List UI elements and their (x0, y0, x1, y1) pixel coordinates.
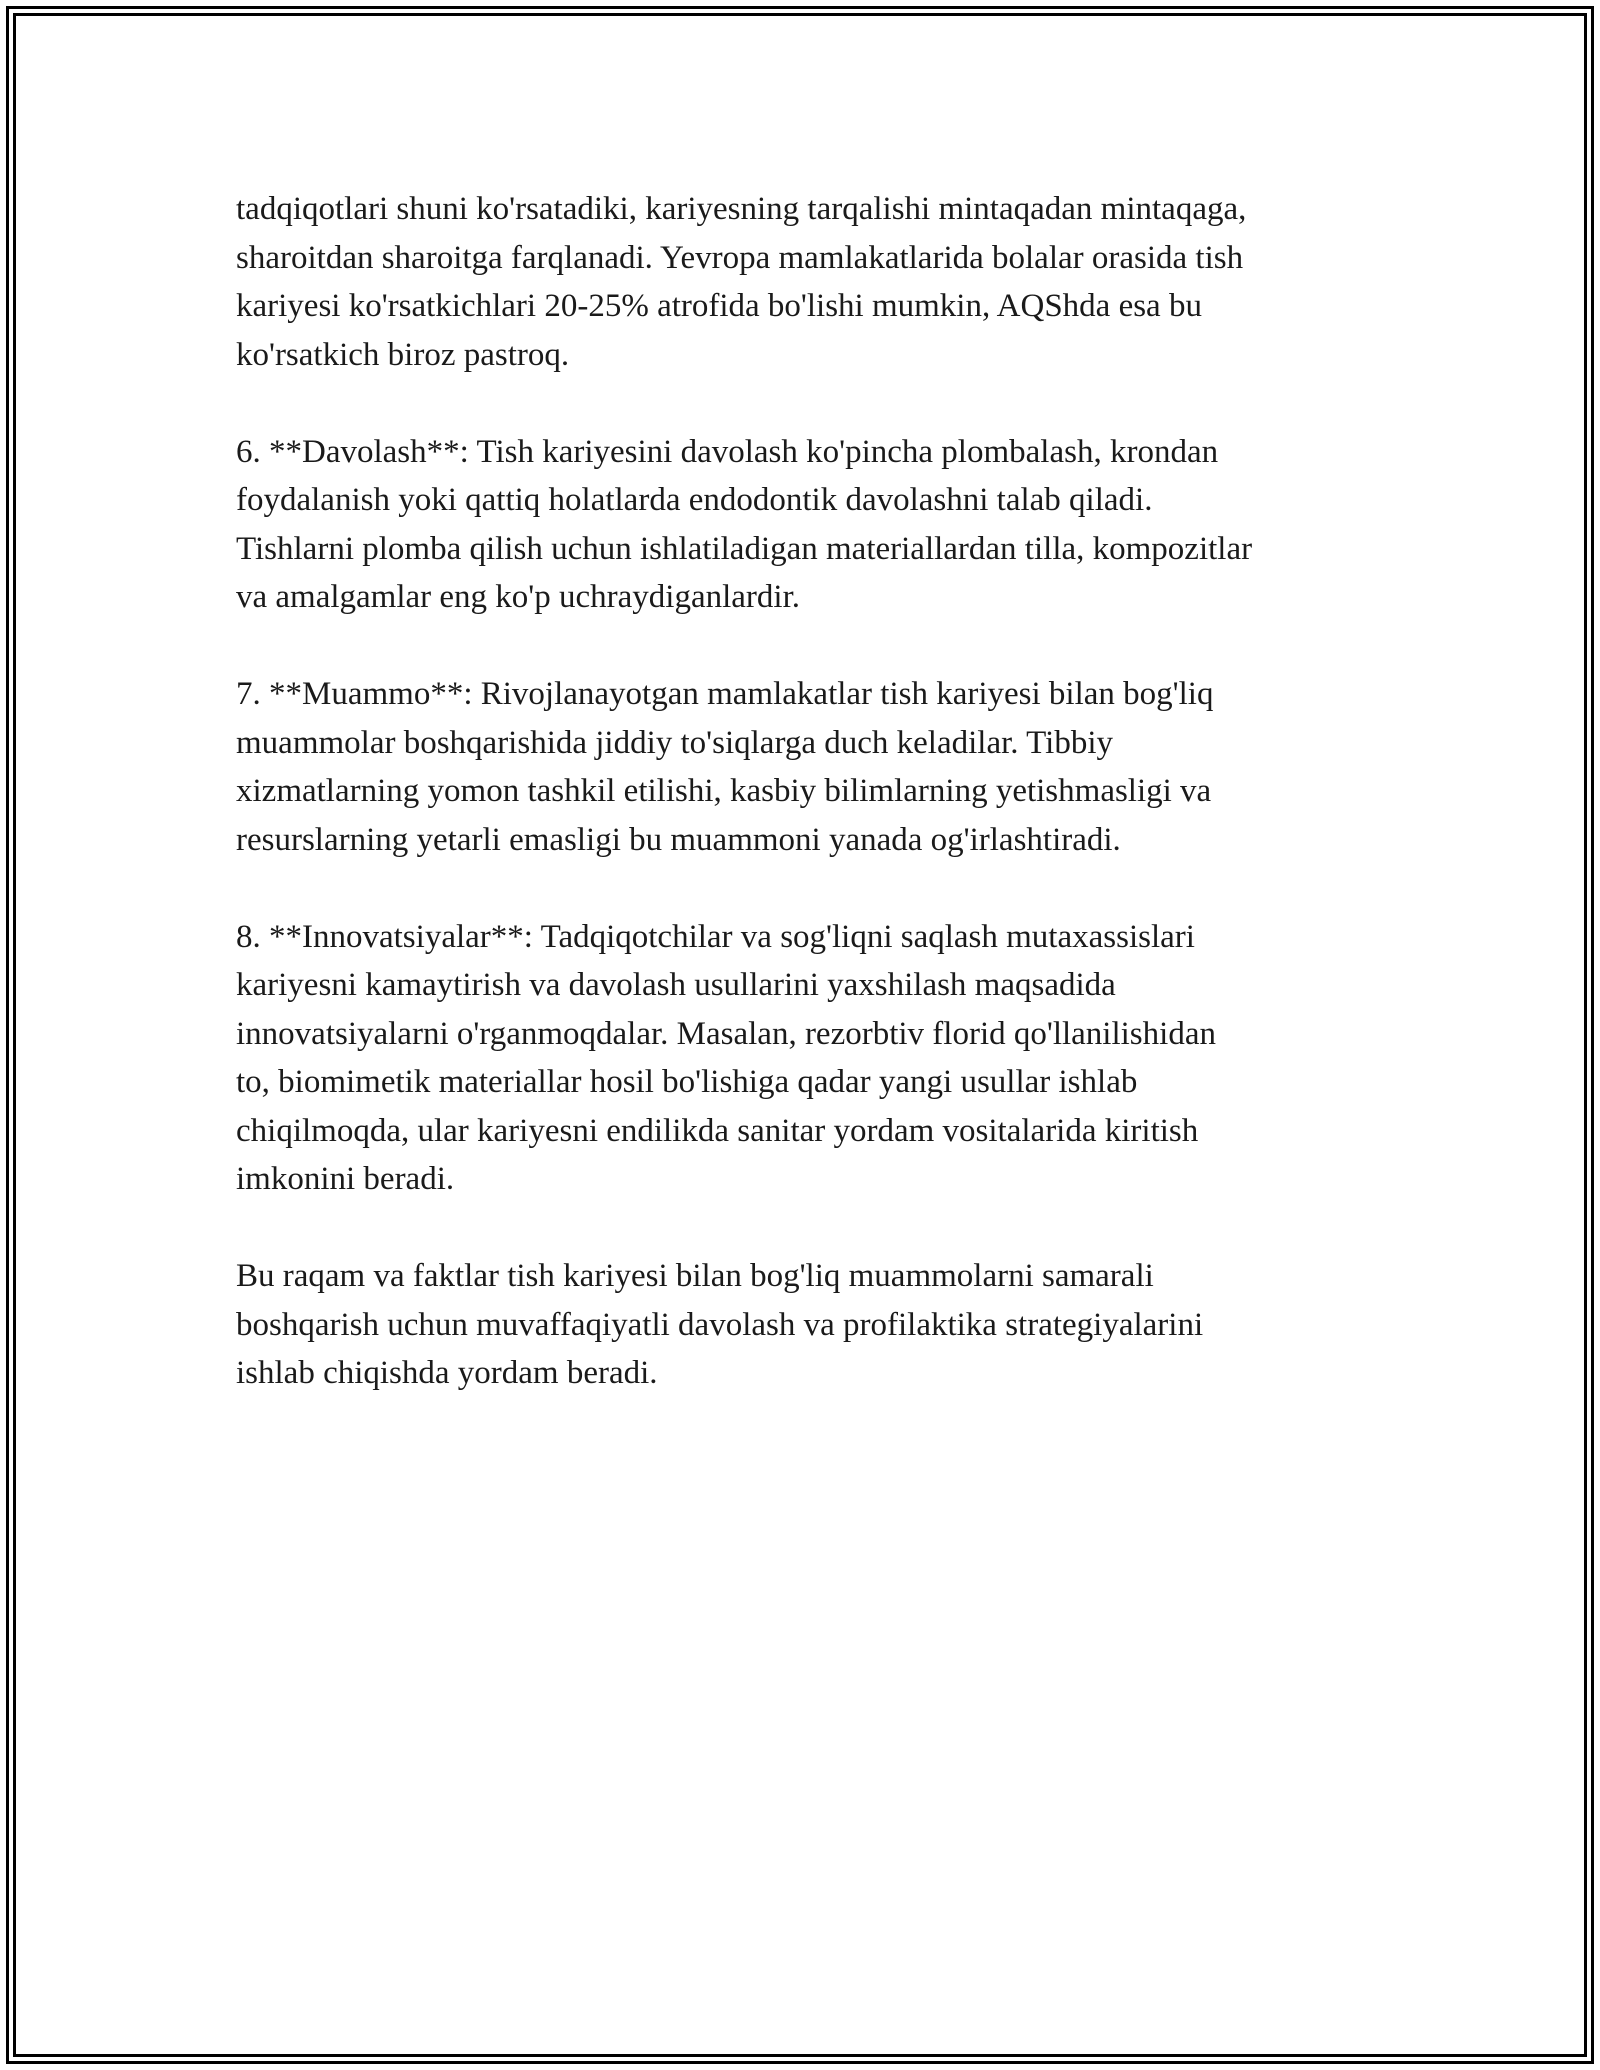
text-line: innovatsiyalarni o'rganmoqdalar. Masalan, rezorbtiv florid qo'llanilishidan (236, 1015, 1216, 1052)
text-line: Bu raqam va faktlar tish kariyesi bilan bog'liq muammolarni samarali (236, 1258, 1154, 1294)
text-line: resurslarning yetarli emasligi bu muammoni yanada og'irlashtiradi. (236, 821, 1121, 858)
text-line: sharoitdan sharoitga farqlanadi. Yevropa mamlakatlarida bolalar orasida tish (236, 239, 1244, 276)
text-line: boshqarish uchun muvaffaqiyatli davolash va profilaktika strategiyalarini (236, 1306, 1204, 1343)
text-line: foydalanish yoki qattiq holatlarda endodontik davolashni talab qiladi. (236, 482, 1153, 518)
paragraph-problem (236, 670, 1396, 864)
text-line: xizmatlarning yomon tashkil etilishi, kasbiy bilimlarning yetishmasligi va (236, 773, 1212, 809)
text-line: 7. **Muammo**: Rivojlanayotgan mamlakatlar tish kariyesi bilan bog'liq (236, 676, 1214, 712)
text-line: va amalgamlar eng ko'p uchraydiganlardir. (236, 579, 800, 615)
text-line: chiqilmoqda, ular kariyesni endilikda sanitar yordam vositalarida kiritish (236, 1112, 1199, 1149)
paragraph-prevalence (236, 185, 1396, 379)
text-line: 6. **Davolash**: Tish kariyesini davolash ko'pincha plombalash, krondan (236, 433, 1219, 470)
text-line: muammolar boshqarishida jiddiy to'siqlarga duch keladilar. Tibbiy (236, 724, 1113, 761)
text-line: 8. **Innovatsiyalar**: Tadqiqotchilar va sog'liqni saqlash mutaxassislari (236, 918, 1195, 955)
paragraph-innovations (236, 913, 1396, 1204)
text-line: ko'rsatkich biroz pastroq. (236, 336, 570, 373)
text-line: tadqiqotlari shuni ko'rsatadiki, kariyesning tarqalishi mintaqadan mintaqaga, (236, 191, 1247, 227)
text-line: kariyesi ko'rsatkichlari 20-25% atrofida bo'lishi mumkin, AQShda esa bu (236, 288, 1202, 324)
paragraph-conclusion (236, 1252, 1396, 1398)
text-line: to, biomimetik materiallar hosil bo'lishiga qadar yangi usullar ishlab (236, 1064, 1138, 1100)
text-line: imkonini beradi. (236, 1161, 455, 1197)
text-line: kariyesni kamaytirish va davolash usullarini yaxshilash maqsadida (236, 967, 1116, 1003)
text-line: Tishlarni plomba qilish uchun ishlatiladigan materiallardan tilla, kompozitlar (236, 530, 1253, 567)
paragraph-treatment (236, 428, 1396, 622)
text-line: ishlab chiqishda yordam beradi. (236, 1355, 658, 1391)
document-body (236, 185, 1396, 1446)
